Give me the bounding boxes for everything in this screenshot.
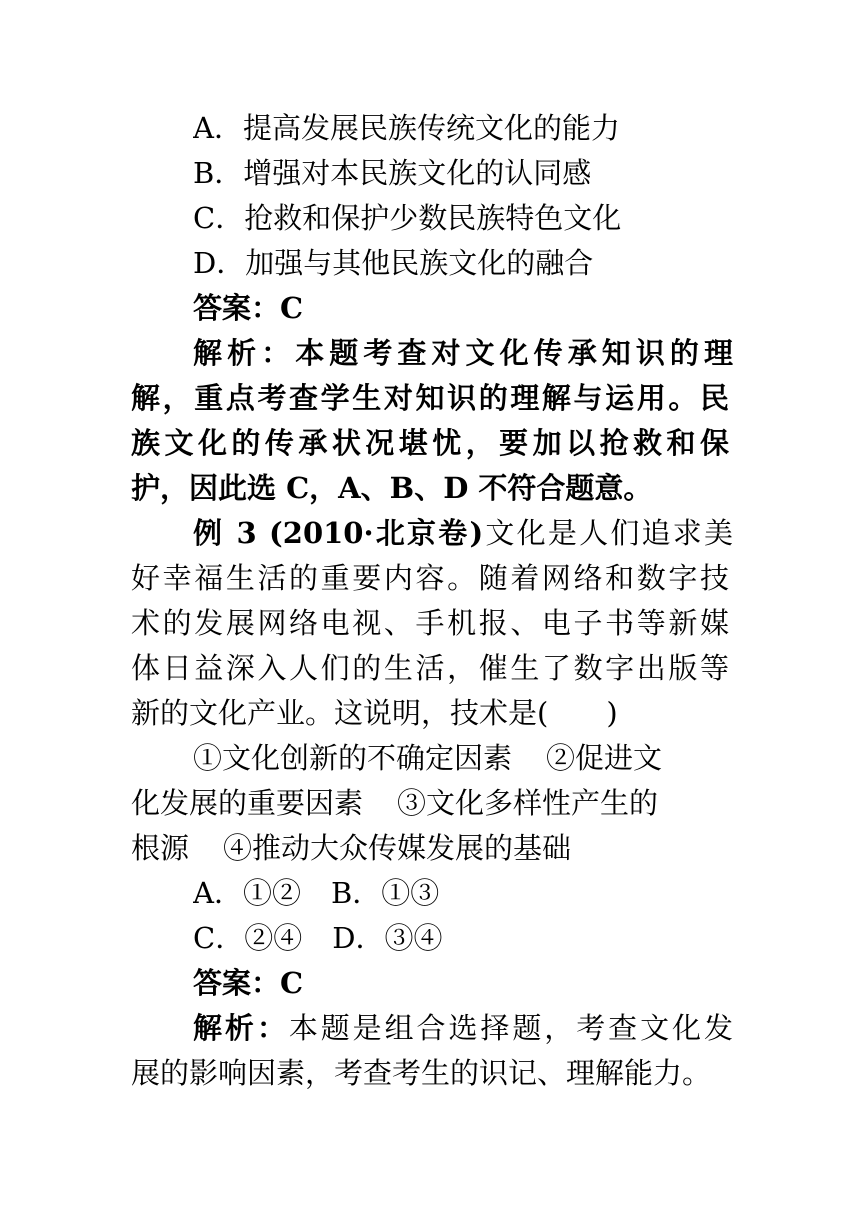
q3-options-ab: [193, 873, 733, 913]
example3-line-2: 好幸福生活的重要内容。随着网络和数字技: [131, 561, 729, 595]
example3-line-5: 新的文化产业。这说明，技术是( ): [131, 696, 618, 730]
q3-option-d: D．③④: [332, 921, 443, 955]
analysis-line-3: 族文化的传承状况堪忧，要加以抢救和保: [131, 426, 729, 460]
answer-line: [193, 288, 733, 328]
statements-line-3: 根源 ④推动大众传媒发展的基础: [131, 831, 572, 865]
option-d: D．加强与其他民族文化的融合: [193, 246, 594, 280]
q3-option-a: A．①②: [193, 876, 301, 910]
option-a: A．提高发展民族传统文化的能力: [193, 111, 620, 145]
answer-label: 答案：: [193, 291, 281, 325]
option-c: C．抢救和保护少数民族特色文化: [193, 201, 622, 235]
statements-line-1: ①文化创新的不确定因素 ②促进文: [193, 741, 663, 775]
q3-analysis-line-1: 解析：本题是组合选择题，考查文化发: [193, 1011, 733, 1045]
q3-options-cd: [193, 918, 733, 958]
example3-line-4: 体日益深入人们的生活，催生了数字出版等: [131, 651, 729, 685]
q3-option-c: C．②④: [193, 921, 303, 955]
q3-analysis-label: 解析：: [193, 1011, 289, 1045]
answer-value: C: [280, 291, 304, 325]
statements-line-2: 化发展的重要因素 ③文化多样性产生的: [131, 786, 659, 820]
option-b: B．增强对本民族文化的认同感: [193, 156, 592, 190]
analysis-line-2: 解，重点考查学生对知识的理解与运用。民: [131, 381, 729, 415]
analysis-line-1: 解析：本题考查对文化传承知识的理: [193, 336, 733, 370]
example3-line-1: 例 3 (2010·北京卷)文化是人们追求美: [193, 516, 733, 550]
q3-answer-label: 答案：: [193, 966, 281, 1000]
q3-answer-value: C: [280, 966, 304, 1000]
q3-analysis-line-2: 展的影响因素，考查考生的识记、理解能力。: [131, 1056, 712, 1090]
q3-answer-line: [193, 963, 733, 1003]
analysis-label: 解析：: [193, 336, 296, 370]
example3-label: 例 3 (2010·北京卷): [193, 516, 484, 550]
analysis-line-4: 护，因此选 C，A、B、D 不符合题意。: [131, 471, 653, 505]
q3-option-b: B．①③: [330, 876, 440, 910]
example3-line-3: 术的发展网络电视、手机报、电子书等新媒: [131, 606, 729, 640]
